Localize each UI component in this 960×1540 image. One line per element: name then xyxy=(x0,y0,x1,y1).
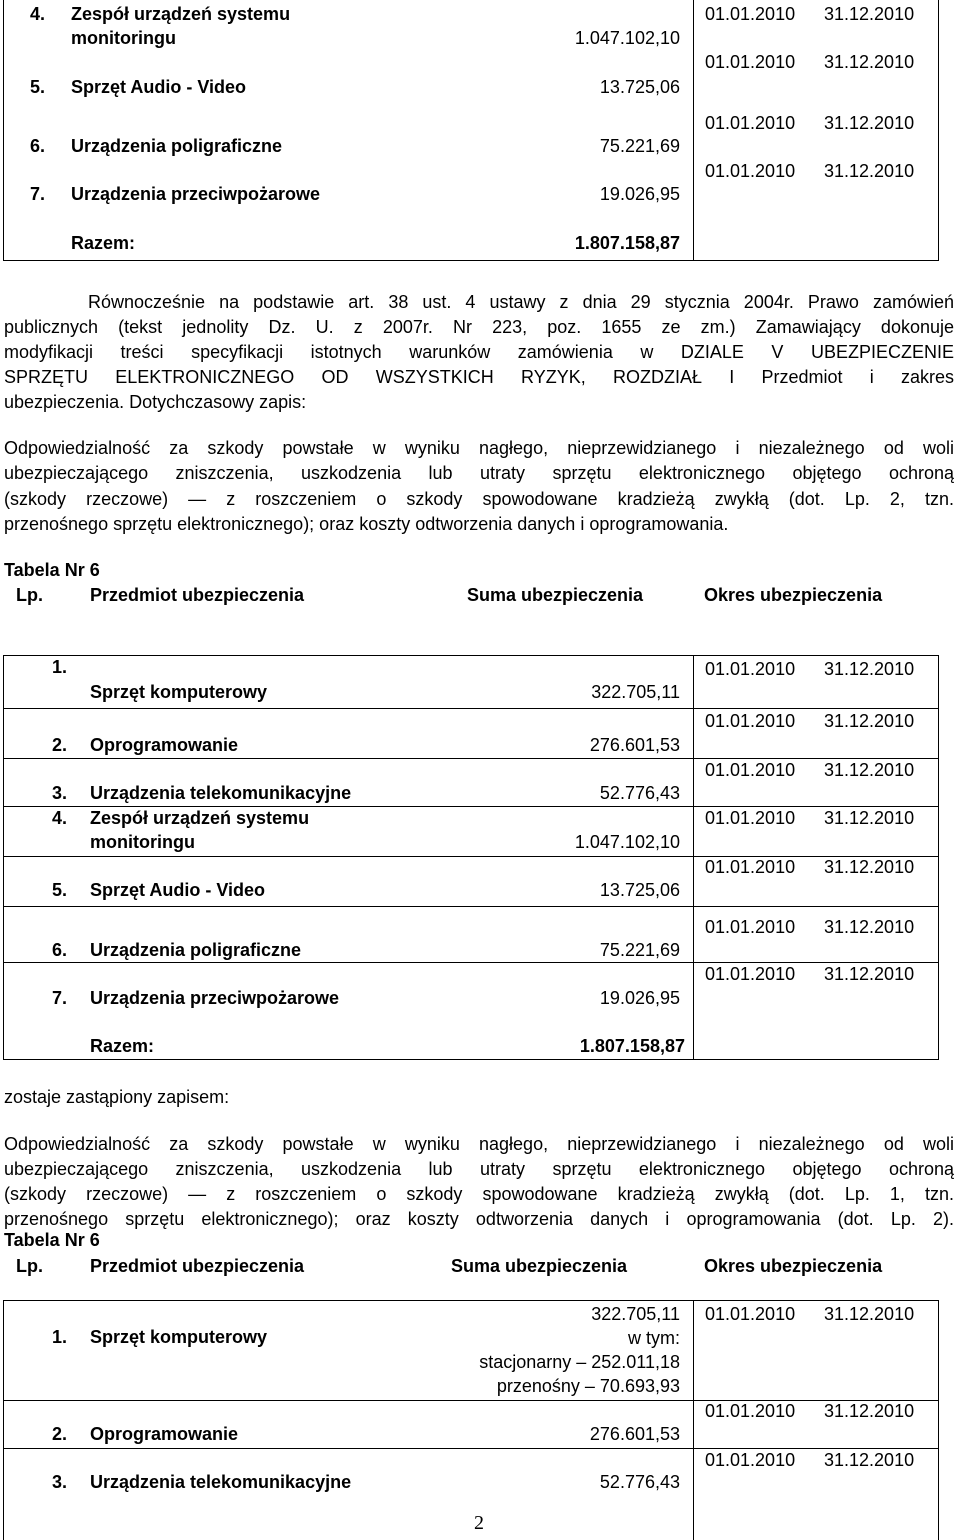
table-caption: Tabela Nr 6 xyxy=(4,560,100,580)
total-value: 1.807.158,87 xyxy=(574,233,680,253)
replacement-note: zostaje zastąpiony zapisem: xyxy=(4,1087,230,1107)
page-number: 2 xyxy=(474,1512,484,1534)
total-label: Razem: xyxy=(71,233,136,253)
total-value: 1.807.158,87 xyxy=(579,1036,685,1056)
total-label: Razem: xyxy=(90,1036,155,1056)
table-caption: Tabela Nr 6 xyxy=(4,1230,100,1250)
